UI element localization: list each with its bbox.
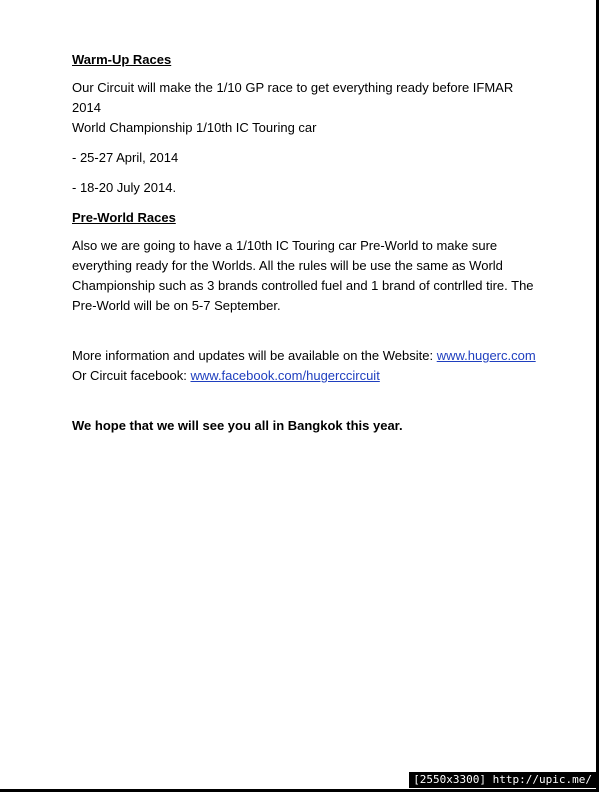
- warmup-line-1: Our Circuit will make the 1/10 GP race to get everything ready before IFMAR 2014: [72, 80, 514, 115]
- facebook-line: [72, 366, 542, 386]
- document-body: [72, 50, 542, 436]
- website-line: [72, 346, 542, 366]
- preworld-line-1: Also we are going to have a 1/10th IC Touring car Pre-World to make sure: [72, 238, 498, 253]
- warmup-line-2: World Championship 1/10th IC Touring car: [72, 120, 317, 135]
- spacer: [72, 326, 542, 346]
- facebook-prefix: Or Circuit facebook:: [72, 368, 191, 383]
- website-prefix: More information and updates will be available on the Website:: [72, 348, 437, 363]
- info-block: [72, 346, 542, 386]
- website-link[interactable]: www.hugerc.com: [436, 348, 536, 363]
- warmup-heading: Warm-Up Races: [72, 52, 172, 67]
- preworld-description: [72, 236, 542, 316]
- preworld-line-2: everything ready for the Worlds. All the rules will be use the same as World: [72, 258, 503, 273]
- warmup-date-2: - 18-20 July 2014.: [72, 180, 177, 195]
- facebook-link[interactable]: www.facebook.com/hugerccircuit: [190, 368, 380, 383]
- preworld-heading: Pre-World Races: [72, 210, 176, 225]
- image-size-stamp: [2550x3300] http://upic.me/: [409, 772, 596, 788]
- warmup-date-1: - 25-27 April, 2014: [72, 150, 179, 165]
- preworld-line-3: Championship such as 3 brands controlled fuel and 1 brand of contrlled tire. The: [72, 278, 534, 293]
- warmup-description: [72, 78, 542, 138]
- spacer: [72, 396, 542, 416]
- closing-statement: We hope that we will see you all in Bangkok this year.: [72, 418, 403, 433]
- preworld-line-4: Pre-World will be on 5-7 September.: [72, 298, 281, 313]
